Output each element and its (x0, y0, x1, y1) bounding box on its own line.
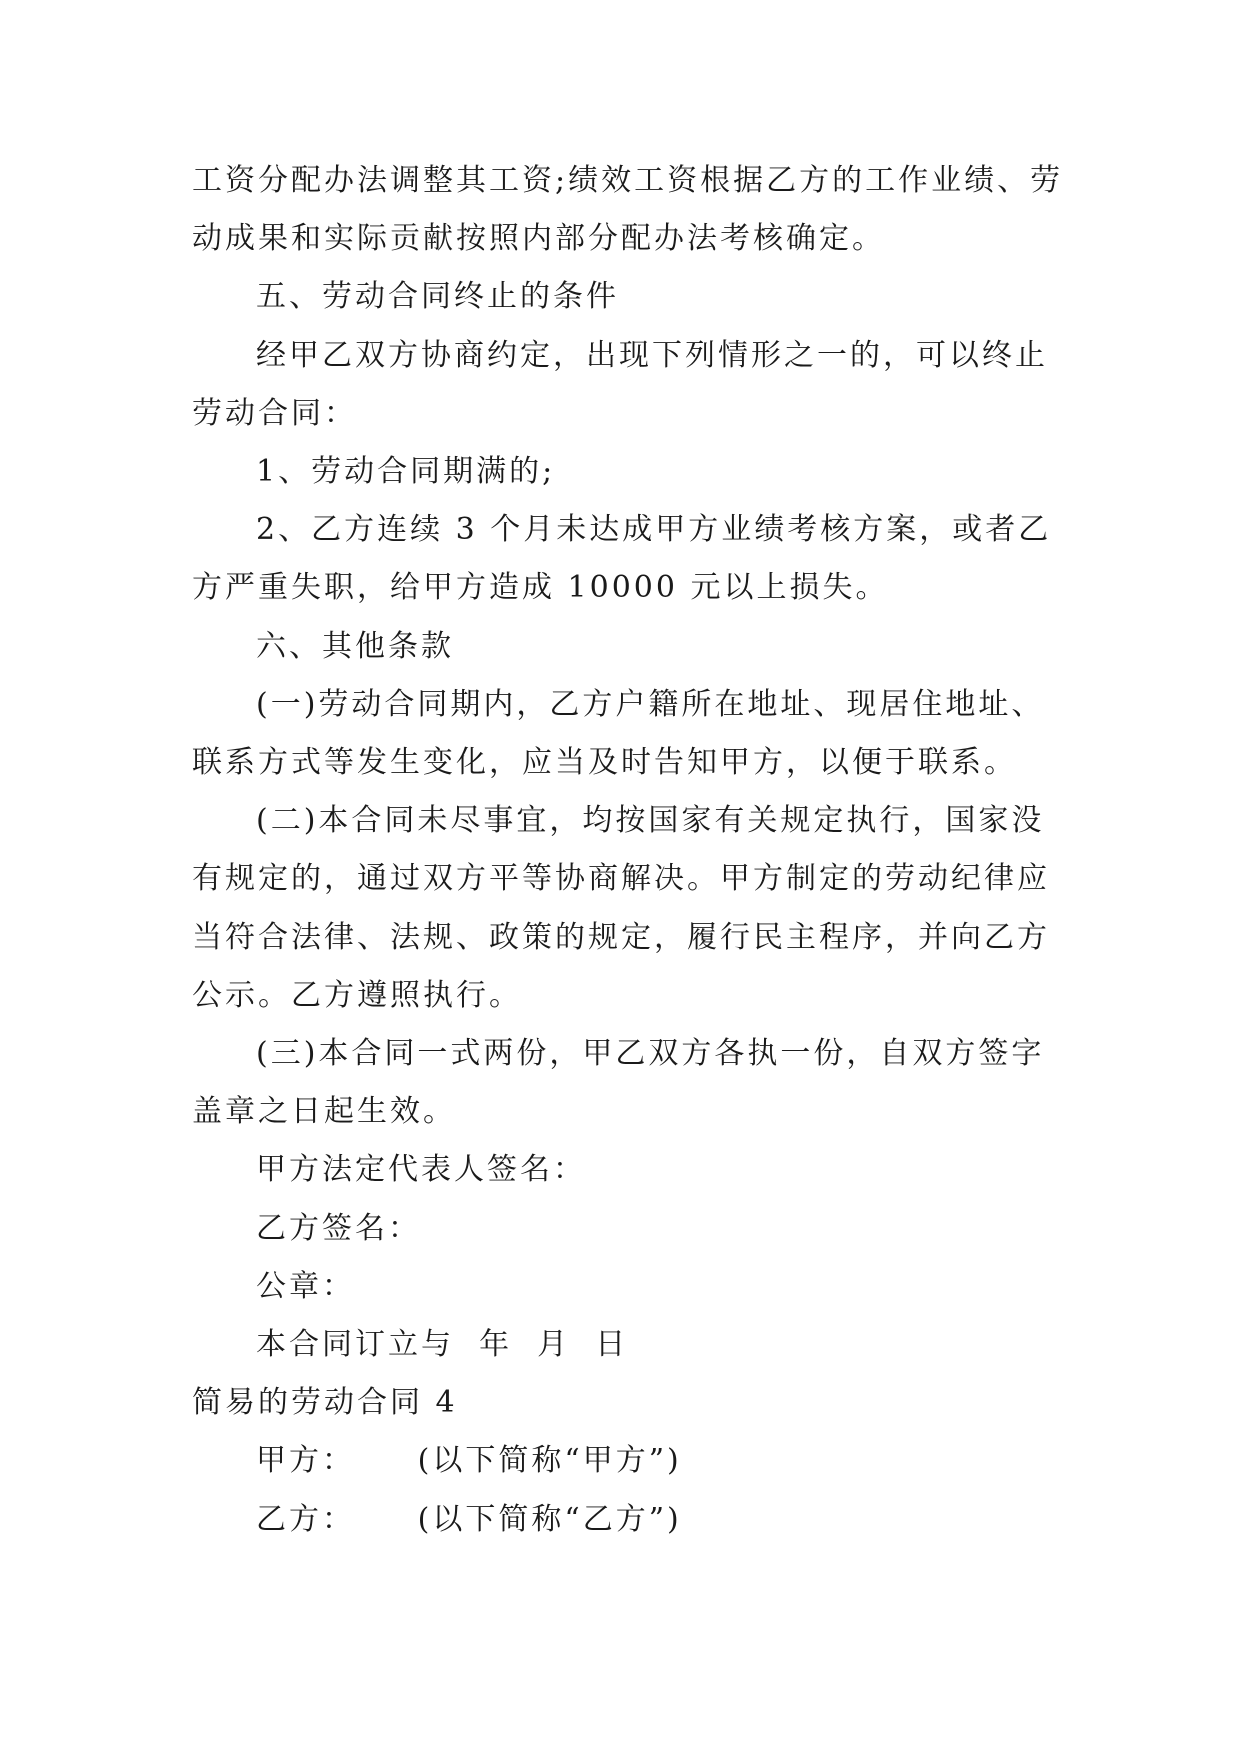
list-item-termination-2: 2、乙方连续 3 个月未达成甲方业绩考核方案，或者乙方严重失职，给甲方造成 10000 元以上损失。 (192, 512, 1052, 606)
signature-line-party-b: 乙方签名： (256, 1210, 421, 1246)
signature-line-party-a: 甲方法定代表人签名： (256, 1152, 586, 1188)
paragraph-wage-continuation: 工资分配办法调整其工资;绩效工资根据乙方的工作业绩、劳动成果和实际贡献按照内部分配办法考核确定。 (192, 163, 1064, 257)
party-b-line: 乙方： (以下简称“乙方”) (256, 1501, 682, 1537)
party-a-line: 甲方： (以下简称“甲方”) (256, 1443, 682, 1479)
document-body (192, 152, 1072, 1549)
section-heading-other-terms: 六、其他条款 (256, 628, 454, 664)
document-title: 简易的劳动合同 4 (192, 1385, 458, 1421)
clause-other-2: (二)本合同未尽事宜，均按国家有关规定执行，国家没有规定的，通过双方平等协商解决。甲方制定的劳动纪律应当符合法律、法规、政策的规定，履行民主程序，并向乙方公示。乙方遵照执行。 (192, 803, 1050, 1013)
clause-other-3: (三)本合同一式两份，甲乙双方各执一份，自双方签字盖章之日起生效。 (192, 1036, 1045, 1130)
date-line: 本合同订立与 年 月 日 (256, 1327, 629, 1363)
seal-line: 公章： (256, 1268, 355, 1304)
section-heading-termination: 五、劳动合同终止的条件 (256, 279, 619, 315)
paragraph-termination-intro: 经甲乙双方协商约定，出现下列情形之一的，可以终止劳动合同： (192, 337, 1048, 431)
list-item-termination-1: 1、劳动合同期满的; (256, 454, 556, 490)
clause-other-1: (一)劳动合同期内，乙方户籍所在地址、现居住地址、联系方式等发生变化，应当及时告知甲方，以便于联系。 (192, 686, 1045, 781)
